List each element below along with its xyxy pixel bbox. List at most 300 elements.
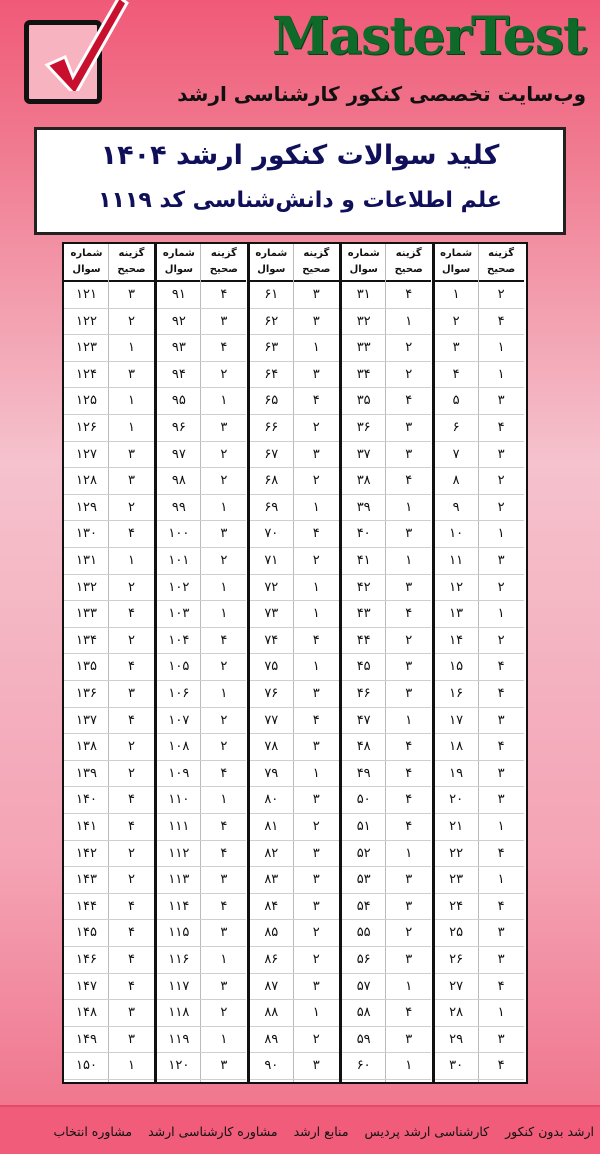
footer-link[interactable]: مشاوره انتخاب bbox=[53, 1124, 133, 1139]
correct-option: ۳ bbox=[312, 872, 320, 888]
correct-option: ۴ bbox=[497, 420, 505, 435]
table-row bbox=[64, 787, 154, 814]
correct-option: ۴ bbox=[497, 978, 505, 994]
question-number: ۱۴۱ bbox=[76, 819, 97, 834]
question-number: ۸۸ bbox=[264, 1005, 279, 1021]
question-number: ۸۱ bbox=[264, 819, 279, 834]
table-row bbox=[156, 521, 246, 548]
table-row bbox=[341, 548, 431, 575]
table-row bbox=[341, 335, 431, 362]
table-row bbox=[156, 920, 246, 947]
table-row bbox=[156, 548, 246, 575]
table-row bbox=[249, 814, 339, 841]
table-row bbox=[341, 495, 431, 522]
question-number: ۴۷ bbox=[356, 712, 371, 728]
question-number: ۷۱ bbox=[264, 553, 279, 568]
correct-option: ۲ bbox=[128, 313, 135, 329]
correct-option: ۲ bbox=[312, 420, 320, 435]
correct-option: ۱ bbox=[405, 313, 413, 329]
correct-option: ۱ bbox=[220, 952, 228, 967]
header-answer: گزینه صحیح bbox=[394, 248, 423, 275]
question-number: ۶۹ bbox=[264, 499, 279, 515]
correct-option: ۴ bbox=[220, 765, 228, 781]
correct-option: ۱ bbox=[405, 712, 413, 728]
question-number: ۱۳۹ bbox=[76, 765, 97, 781]
table-row bbox=[434, 468, 524, 495]
table-row bbox=[341, 468, 431, 495]
question-number: ۴۶ bbox=[356, 686, 371, 701]
question-number: ۶ bbox=[452, 420, 460, 435]
table-row bbox=[434, 362, 524, 389]
correct-option: ۱ bbox=[497, 606, 505, 622]
question-number: ۷ bbox=[452, 446, 460, 462]
question-number: ۱۵ bbox=[449, 659, 464, 675]
table-row bbox=[341, 947, 431, 974]
correct-option: ۳ bbox=[497, 712, 505, 728]
question-number: ۲۷ bbox=[449, 978, 464, 994]
question-number: ۳۷ bbox=[356, 446, 371, 462]
table-row bbox=[156, 681, 246, 708]
question-number: ۱۴۶ bbox=[76, 952, 97, 967]
table-row bbox=[156, 601, 246, 628]
correct-option: ۴ bbox=[312, 526, 320, 542]
correct-option: ۳ bbox=[497, 765, 505, 781]
correct-option: ۱ bbox=[312, 579, 320, 595]
correct-option: ۴ bbox=[405, 393, 413, 409]
question-number: ۱۴۰ bbox=[76, 792, 97, 808]
question-number: ۴۸ bbox=[356, 739, 371, 755]
question-number: ۱۸ bbox=[449, 739, 464, 755]
table-row bbox=[434, 575, 524, 602]
correct-option: ۳ bbox=[312, 898, 320, 914]
correct-option: ۴ bbox=[220, 845, 228, 861]
header-question: شماره سوال bbox=[255, 248, 288, 275]
table-row bbox=[249, 974, 339, 1001]
table-row bbox=[64, 1027, 154, 1054]
question-number: ۶۰ bbox=[356, 1058, 371, 1074]
correct-option: ۳ bbox=[497, 1031, 505, 1047]
question-number: ۱۰ bbox=[449, 526, 464, 542]
question-number: ۲۳ bbox=[449, 872, 464, 888]
question-number: ۱۰۵ bbox=[168, 659, 190, 675]
question-number: ۴۱ bbox=[356, 553, 371, 568]
correct-option: ۱ bbox=[312, 606, 320, 622]
correct-option: ۱ bbox=[405, 978, 413, 994]
question-number: ۱۱۱ bbox=[168, 819, 190, 834]
table-row bbox=[434, 787, 524, 814]
correct-option: ۲ bbox=[128, 739, 135, 755]
table-row bbox=[64, 841, 154, 868]
correct-option: ۲ bbox=[312, 1031, 320, 1047]
correct-option: ۲ bbox=[497, 287, 505, 302]
question-number: ۵۰ bbox=[356, 792, 371, 808]
question-number: ۱۴۹ bbox=[76, 1031, 97, 1047]
question-number: ۵۶ bbox=[356, 952, 371, 967]
correct-option: ۲ bbox=[220, 1005, 228, 1021]
table-row bbox=[341, 442, 431, 469]
table-row bbox=[341, 1053, 431, 1080]
correct-option: ۴ bbox=[405, 606, 413, 622]
correct-option: ۳ bbox=[128, 1031, 135, 1047]
header-answer: گزینه صحیح bbox=[117, 248, 146, 275]
correct-option: ۳ bbox=[312, 1058, 320, 1074]
answer-block bbox=[64, 244, 154, 1082]
table-row bbox=[64, 814, 154, 841]
correct-option: ۱ bbox=[220, 579, 228, 595]
correct-option: ۳ bbox=[497, 553, 505, 568]
footer-link[interactable]: مشاوره کارشناسی ارشد bbox=[148, 1124, 278, 1139]
correct-option: ۳ bbox=[405, 659, 413, 675]
table-row bbox=[249, 442, 339, 469]
question-number: ۸۰ bbox=[264, 792, 279, 808]
block-separator bbox=[154, 244, 157, 1082]
question-number: ۸۳ bbox=[264, 872, 279, 888]
question-number: ۲۶ bbox=[449, 952, 464, 967]
correct-option: ۱ bbox=[128, 393, 135, 409]
question-number: ۵۹ bbox=[356, 1031, 371, 1047]
site-tagline: وب‌سایت تخصصی کنکور کارشناسی ارشد bbox=[177, 82, 586, 106]
question-number: ۱۹ bbox=[449, 765, 464, 781]
question-number: ۱۳ bbox=[449, 606, 464, 622]
correct-option: ۲ bbox=[312, 952, 320, 967]
table-row bbox=[249, 867, 339, 894]
question-number: ۱۱۲ bbox=[168, 845, 190, 861]
table-row bbox=[156, 974, 246, 1001]
question-number: ۱۴۳ bbox=[76, 872, 97, 888]
table-row bbox=[341, 974, 431, 1001]
table-row bbox=[156, 947, 246, 974]
correct-option: ۳ bbox=[220, 420, 228, 435]
table-row bbox=[249, 947, 339, 974]
table-row bbox=[434, 309, 524, 336]
question-number: ۷۳ bbox=[264, 606, 279, 622]
question-number: ۱۳۶ bbox=[76, 686, 97, 701]
question-number: ۹۶ bbox=[171, 420, 186, 435]
correct-option: ۲ bbox=[497, 499, 505, 515]
question-number: ۱۰۶ bbox=[168, 686, 190, 701]
correct-option: ۴ bbox=[312, 712, 320, 728]
answer-block bbox=[156, 244, 246, 1082]
question-number: ۱۲ bbox=[449, 579, 464, 595]
correct-option: ۲ bbox=[220, 712, 228, 728]
question-number: ۸۹ bbox=[264, 1031, 279, 1047]
correct-option: ۲ bbox=[220, 553, 228, 568]
correct-option: ۱ bbox=[220, 1031, 228, 1047]
table-row bbox=[156, 1000, 246, 1027]
header-question: شماره سوال bbox=[347, 248, 380, 275]
question-number: ۳۳ bbox=[356, 340, 371, 356]
logo-box[interactable] bbox=[24, 20, 102, 104]
correct-option: ۴ bbox=[220, 632, 228, 648]
question-number: ۱۰۸ bbox=[168, 739, 190, 755]
question-number: ۲۹ bbox=[449, 1031, 464, 1047]
header-answer: گزینه صحیح bbox=[209, 248, 238, 275]
table-row bbox=[156, 814, 246, 841]
question-number: ۱۶ bbox=[449, 686, 464, 701]
site-header bbox=[0, 0, 600, 122]
block-separator bbox=[247, 244, 250, 1082]
question-number: ۲۰ bbox=[449, 792, 464, 808]
table-row bbox=[64, 548, 154, 575]
question-number: ۱۲۳ bbox=[76, 340, 97, 356]
correct-option: ۲ bbox=[128, 845, 135, 861]
question-number: ۶۱ bbox=[264, 287, 279, 302]
table-row bbox=[156, 282, 246, 309]
table-row bbox=[249, 575, 339, 602]
question-number: ۷۹ bbox=[264, 765, 279, 781]
question-number: ۶۲ bbox=[264, 313, 279, 329]
question-number: ۱۲۹ bbox=[76, 499, 97, 515]
question-number: ۹۲ bbox=[171, 313, 186, 329]
correct-option: ۳ bbox=[220, 313, 228, 329]
correct-option: ۳ bbox=[405, 420, 413, 435]
table-row bbox=[434, 654, 524, 681]
correct-option: ۳ bbox=[497, 446, 505, 462]
question-number: ۱۴۸ bbox=[76, 1005, 97, 1021]
question-number: ۹۴ bbox=[171, 366, 186, 382]
table-row bbox=[434, 548, 524, 575]
correct-option: ۲ bbox=[497, 473, 505, 489]
table-row bbox=[434, 894, 524, 921]
table-row bbox=[341, 894, 431, 921]
question-number: ۲۱ bbox=[449, 819, 464, 834]
correct-option: ۳ bbox=[405, 526, 413, 542]
correct-option: ۳ bbox=[497, 925, 505, 941]
table-row bbox=[341, 521, 431, 548]
correct-option: ۴ bbox=[405, 1005, 413, 1021]
table-row bbox=[249, 761, 339, 788]
correct-option: ۳ bbox=[220, 872, 228, 888]
correct-option: ۳ bbox=[405, 1031, 413, 1047]
correct-option: ۲ bbox=[312, 819, 320, 834]
table-row bbox=[434, 282, 524, 309]
question-number: ۵۱ bbox=[356, 819, 371, 834]
table-row bbox=[64, 362, 154, 389]
table-row bbox=[64, 708, 154, 735]
correct-option: ۴ bbox=[497, 739, 505, 755]
table-row bbox=[156, 362, 246, 389]
correct-option: ۳ bbox=[312, 845, 320, 861]
table-row bbox=[249, 681, 339, 708]
table-row bbox=[341, 681, 431, 708]
correct-option: ۴ bbox=[497, 686, 505, 701]
correct-option: ۳ bbox=[128, 446, 135, 462]
table-row bbox=[249, 708, 339, 735]
question-number: ۴۳ bbox=[356, 606, 371, 622]
question-number: ۷۶ bbox=[264, 686, 279, 701]
question-number: ۱۳۲ bbox=[76, 579, 97, 595]
correct-option: ۱ bbox=[312, 659, 320, 675]
table-row bbox=[156, 841, 246, 868]
question-number: ۱۳۴ bbox=[76, 632, 97, 648]
title-box bbox=[34, 127, 566, 235]
table-row bbox=[64, 495, 154, 522]
table-header bbox=[249, 244, 339, 282]
correct-option: ۴ bbox=[220, 898, 228, 914]
correct-option: ۳ bbox=[128, 473, 135, 489]
table-row bbox=[64, 309, 154, 336]
answer-block bbox=[249, 244, 339, 1082]
table-row bbox=[341, 841, 431, 868]
question-number: ۱۳۳ bbox=[76, 606, 97, 622]
question-number: ۱۱۰ bbox=[168, 792, 190, 808]
question-number: ۶۶ bbox=[264, 420, 279, 435]
correct-option: ۲ bbox=[128, 632, 135, 648]
table-row bbox=[249, 495, 339, 522]
correct-option: ۳ bbox=[220, 978, 228, 994]
header-answer: گزینه صحیح bbox=[302, 248, 331, 275]
table-row bbox=[156, 468, 246, 495]
question-number: ۱ bbox=[452, 287, 460, 302]
correct-option: ۲ bbox=[128, 765, 135, 781]
table-row bbox=[434, 681, 524, 708]
correct-option: ۴ bbox=[312, 393, 320, 409]
table-row bbox=[249, 468, 339, 495]
table-row bbox=[156, 761, 246, 788]
correct-option: ۱ bbox=[405, 845, 413, 861]
correct-option: ۱ bbox=[405, 1058, 413, 1074]
correct-option: ۳ bbox=[405, 446, 413, 462]
correct-option: ۲ bbox=[312, 473, 320, 489]
question-number: ۸۴ bbox=[264, 898, 279, 914]
correct-option: ۴ bbox=[405, 739, 413, 755]
correct-option: ۱ bbox=[128, 553, 135, 568]
table-row bbox=[341, 388, 431, 415]
question-number: ۴ bbox=[452, 366, 460, 382]
correct-option: ۴ bbox=[405, 819, 413, 834]
correct-option: ۳ bbox=[497, 952, 505, 967]
table-row bbox=[434, 708, 524, 735]
correct-option: ۴ bbox=[128, 606, 135, 622]
correct-option: ۳ bbox=[405, 952, 413, 967]
table-row bbox=[64, 1053, 154, 1080]
correct-option: ۱ bbox=[312, 340, 320, 356]
table-row bbox=[434, 974, 524, 1001]
question-number: ۲ bbox=[452, 313, 460, 329]
brand-logo-text[interactable]: MasterTest bbox=[271, 6, 586, 67]
table-row bbox=[156, 309, 246, 336]
question-number: ۱۲۵ bbox=[76, 393, 97, 409]
question-number: ۹۳ bbox=[171, 340, 186, 356]
table-row bbox=[434, 601, 524, 628]
correct-option: ۲ bbox=[405, 925, 413, 941]
correct-option: ۳ bbox=[312, 446, 320, 462]
table-row bbox=[64, 734, 154, 761]
question-number: ۲۵ bbox=[449, 925, 464, 941]
table-row bbox=[434, 841, 524, 868]
table-row bbox=[341, 601, 431, 628]
table-row bbox=[64, 415, 154, 442]
correct-option: ۲ bbox=[405, 632, 413, 648]
table-row bbox=[249, 601, 339, 628]
footer-link[interactable]: منابع ارشد bbox=[293, 1124, 349, 1139]
table-row bbox=[434, 1000, 524, 1027]
table-row bbox=[341, 708, 431, 735]
question-number: ۱۱۶ bbox=[168, 952, 190, 967]
question-number: ۱۰۹ bbox=[168, 765, 190, 781]
question-number: ۶۷ bbox=[264, 446, 279, 462]
correct-option: ۴ bbox=[312, 632, 320, 648]
question-number: ۹۰ bbox=[264, 1058, 279, 1074]
table-row bbox=[249, 362, 339, 389]
table-row bbox=[156, 575, 246, 602]
table-row bbox=[156, 734, 246, 761]
correct-option: ۳ bbox=[220, 925, 228, 941]
question-number: ۱۲۶ bbox=[76, 420, 97, 435]
correct-option: ۲ bbox=[220, 446, 228, 462]
header-question: شماره سوال bbox=[440, 248, 473, 275]
table-row bbox=[341, 1027, 431, 1054]
table-row bbox=[64, 1000, 154, 1027]
table-header bbox=[434, 244, 524, 282]
correct-option: ۱ bbox=[128, 340, 135, 356]
question-number: ۷۰ bbox=[264, 526, 279, 542]
question-number: ۷۵ bbox=[264, 659, 279, 675]
table-row bbox=[434, 920, 524, 947]
question-number: ۴۲ bbox=[356, 579, 371, 595]
table-row bbox=[249, 734, 339, 761]
table-row bbox=[434, 495, 524, 522]
correct-option: ۱ bbox=[405, 499, 413, 515]
block-separator bbox=[339, 244, 342, 1082]
question-number: ۴۹ bbox=[356, 765, 371, 781]
correct-option: ۳ bbox=[220, 526, 228, 542]
question-number: ۳ bbox=[452, 340, 460, 356]
header-question: شماره سوال bbox=[70, 248, 103, 275]
question-number: ۳۶ bbox=[356, 420, 371, 435]
table-row bbox=[341, 282, 431, 309]
question-number: ۷۲ bbox=[264, 579, 279, 595]
footer-link[interactable]: ارشد بدون کنکور bbox=[505, 1124, 594, 1139]
table-row bbox=[156, 708, 246, 735]
question-number: ۲۸ bbox=[449, 1005, 464, 1021]
question-number: ۵۷ bbox=[356, 978, 371, 994]
header-question: شماره سوال bbox=[162, 248, 195, 275]
question-number: ۱۳۰ bbox=[76, 526, 97, 542]
question-number: ۹۸ bbox=[171, 473, 186, 489]
table-row bbox=[341, 362, 431, 389]
question-number: ۶۸ bbox=[264, 473, 279, 489]
question-number: ۱۱۷ bbox=[168, 978, 190, 994]
table-row bbox=[434, 521, 524, 548]
table-row bbox=[249, 415, 339, 442]
correct-option: ۱ bbox=[220, 686, 228, 701]
correct-option: ۳ bbox=[405, 579, 413, 595]
question-number: ۲۴ bbox=[449, 898, 464, 914]
table-row bbox=[341, 628, 431, 655]
correct-option: ۲ bbox=[220, 366, 228, 382]
correct-option: ۳ bbox=[497, 393, 505, 409]
question-number: ۸۵ bbox=[264, 925, 279, 941]
correct-option: ۴ bbox=[128, 792, 135, 808]
correct-option: ۳ bbox=[497, 792, 505, 808]
correct-option: ۳ bbox=[405, 872, 413, 888]
table-row bbox=[64, 894, 154, 921]
question-number: ۱۲۱ bbox=[76, 287, 97, 302]
question-number: ۴۰ bbox=[356, 526, 371, 542]
footer-nav bbox=[0, 1105, 600, 1154]
correct-option: ۴ bbox=[128, 952, 135, 967]
correct-option: ۳ bbox=[128, 1005, 135, 1021]
table-row bbox=[64, 681, 154, 708]
footer-link[interactable]: کارشناسی ارشد پردیس bbox=[364, 1124, 490, 1139]
question-number: ۳۱ bbox=[356, 287, 371, 302]
table-row bbox=[341, 734, 431, 761]
correct-option: ۱ bbox=[497, 366, 505, 382]
correct-option: ۴ bbox=[128, 898, 135, 914]
table-row bbox=[249, 894, 339, 921]
table-row bbox=[156, 1027, 246, 1054]
